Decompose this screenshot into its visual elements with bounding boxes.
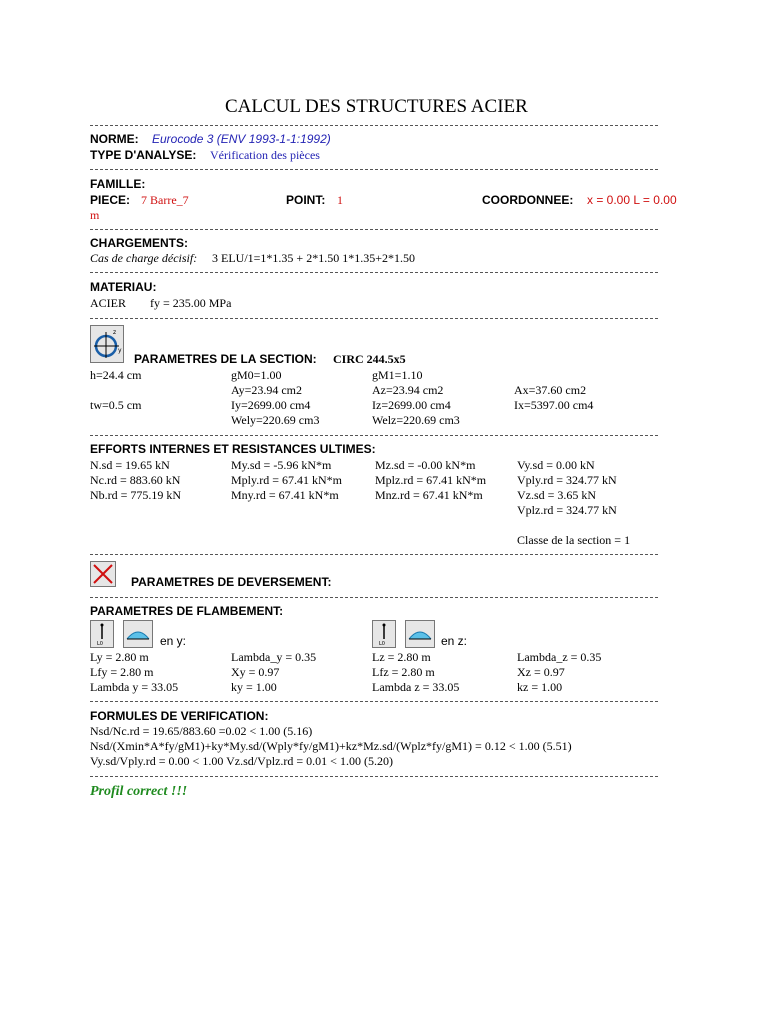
- svg-text:L0: L0: [97, 641, 103, 647]
- flambement-kz: kz = 1.00: [517, 680, 563, 694]
- formule-1: Nsd/Nc.rd = 19.65/883.60 =0.02 < 1.00 (5.16): [90, 724, 313, 738]
- materiau-label: MATERIAU:: [90, 280, 157, 294]
- divider: [90, 554, 658, 555]
- circular-section-icon[interactable]: [90, 325, 124, 363]
- divider: [90, 701, 658, 702]
- efforts-Mysd: My.sd = -5.96 kN*m: [231, 458, 332, 472]
- deversement-label: PARAMETRES DE DEVERSEMENT:: [131, 575, 332, 589]
- section-label: PARAMETRES DE LA SECTION:: [134, 352, 317, 366]
- materiau-fy: fy = 235.00 MPa: [150, 296, 232, 310]
- efforts-classe: Classe de la section = 1: [517, 533, 631, 547]
- section-gM0: gM0=1.00: [231, 368, 282, 382]
- buckling-arc-icon[interactable]: [123, 620, 153, 648]
- formule-2: Nsd/(Xmin*A*fy/gM1)+ky*My.sd/(Wply*fy/gM1)+kz*Mz.sd/(Wplz*fy/gM1) = 0.12 < 1.00 (5.51): [90, 739, 572, 753]
- flambement-ky: ky = 1.00: [231, 680, 277, 694]
- efforts-label: EFFORTS INTERNES ET RESISTANCES ULTIMES:: [90, 442, 376, 456]
- flambement-Lz: Lz = 2.80 m: [372, 650, 431, 664]
- section-Iy: Iy=2699.00 cm4: [231, 398, 311, 412]
- member-length-icon[interactable]: [372, 620, 396, 648]
- efforts-Mnyrd: Mny.rd = 67.41 kN*m: [231, 488, 339, 502]
- efforts-Nsd: N.sd = 19.65 kN: [90, 458, 170, 472]
- member-length-icon[interactable]: [90, 620, 114, 648]
- divider: [90, 597, 658, 598]
- buckling-arc-icon[interactable]: [405, 620, 435, 648]
- flambement-Lambday: Lambda y = 33.05: [90, 680, 179, 694]
- piece-label: PIECE:: [90, 193, 131, 207]
- efforts-Vplzrd: Vplz.rd = 324.77 kN: [517, 503, 617, 517]
- analyse-value: Vérification des pièces: [210, 148, 320, 162]
- efforts-Vplyrd: Vply.rd = 324.77 kN: [517, 473, 617, 487]
- norme-label: NORME:: [90, 132, 139, 146]
- efforts-Vzsd: Vz.sd = 3.65 kN: [517, 488, 597, 502]
- divider: [90, 229, 658, 230]
- section-Wely: Wely=220.69 cm3: [231, 413, 320, 427]
- red-cross-icon[interactable]: [90, 561, 116, 587]
- efforts-Nbrd: Nb.rd = 775.19 kN: [90, 488, 182, 502]
- efforts-Ncrd: Nc.rd = 883.60 kN: [90, 473, 181, 487]
- point-value: 1: [337, 193, 343, 207]
- coord-label: COORDONNEE:: [482, 193, 574, 207]
- flambement-Lfz: Lfz = 2.80 m: [372, 665, 435, 679]
- flambement-en-z: en z:: [441, 634, 468, 648]
- divider: [90, 776, 658, 777]
- section-Ay: Ay=23.94 cm2: [231, 383, 302, 397]
- divider: [90, 169, 658, 170]
- efforts-Mplyrd: Mply.rd = 67.41 kN*m: [231, 473, 342, 487]
- section-Ix: Ix=5397.00 cm4: [514, 398, 594, 412]
- flambement-Ly: Ly = 2.80 m: [90, 650, 149, 664]
- efforts-Vysd: Vy.sd = 0.00 kN: [517, 458, 595, 472]
- flambement-Xz: Xz = 0.97: [517, 665, 565, 679]
- section-Iz: Iz=2699.00 cm4: [372, 398, 451, 412]
- section-Welz: Welz=220.69 cm3: [372, 413, 460, 427]
- result-status: Profil correct !!!: [90, 784, 188, 799]
- flambement-Lambdaz: Lambda z = 33.05: [372, 680, 460, 694]
- section-name: CIRC 244.5x5: [333, 352, 406, 366]
- flambement-Lambda_z: Lambda_z = 0.35: [517, 650, 602, 664]
- efforts-Mplzrd: Mplz.rd = 67.41 kN*m: [375, 473, 487, 487]
- flambement-label: PARAMETRES DE FLAMBEMENT:: [90, 604, 284, 618]
- divider: [90, 125, 658, 126]
- efforts-Mzsd: Mz.sd = -0.00 kN*m: [375, 458, 476, 472]
- section-Ax: Ax=37.60 cm2: [514, 383, 587, 397]
- section-tw: tw=0.5 cm: [90, 398, 142, 412]
- svg-text:z: z: [113, 329, 117, 336]
- coord-value: x = 0.00 L = 0.00: [587, 193, 677, 207]
- piece-value: 7 Barre_7: [141, 193, 189, 207]
- divider: [90, 318, 658, 319]
- cas-value: 3 ELU/1=1*1.35 + 2*1.50 1*1.35+2*1.50: [212, 251, 415, 265]
- coord-unit: m: [90, 208, 100, 222]
- formules-label: FORMULES DE VERIFICATION:: [90, 709, 269, 723]
- materiau-name: ACIER: [90, 296, 126, 310]
- chargements-label: CHARGEMENTS:: [90, 236, 188, 250]
- flambement-Lambda_y: Lambda_y = 0.35: [231, 650, 317, 664]
- famille-label: FAMILLE:: [90, 177, 146, 191]
- cas-label: Cas de charge décisif:: [90, 251, 198, 265]
- formule-3: Vy.sd/Vply.rd = 0.00 < 1.00 Vz.sd/Vplz.rd = 0.01 < 1.00 (5.20): [90, 754, 393, 768]
- section-gM1: gM1=1.10: [372, 368, 423, 382]
- page-title: CALCUL DES STRUCTURES ACIER: [225, 96, 528, 117]
- flambement-Xy: Xy = 0.97: [231, 665, 280, 679]
- divider: [90, 272, 658, 273]
- analyse-label: TYPE D'ANALYSE:: [90, 148, 197, 162]
- divider: [90, 435, 658, 436]
- flambement-en-y: en y:: [160, 634, 187, 648]
- svg-text:L0: L0: [379, 641, 385, 647]
- section-h: h=24.4 cm: [90, 368, 142, 382]
- svg-text:y: y: [118, 347, 122, 354]
- efforts-Mnzrd: Mnz.rd = 67.41 kN*m: [375, 488, 483, 502]
- flambement-Lfy: Lfy = 2.80 m: [90, 665, 154, 679]
- section-Az: Az=23.94 cm2: [372, 383, 444, 397]
- norme-value: Eurocode 3 (ENV 1993-1-1:1992): [152, 132, 331, 146]
- point-label: POINT:: [286, 193, 326, 207]
